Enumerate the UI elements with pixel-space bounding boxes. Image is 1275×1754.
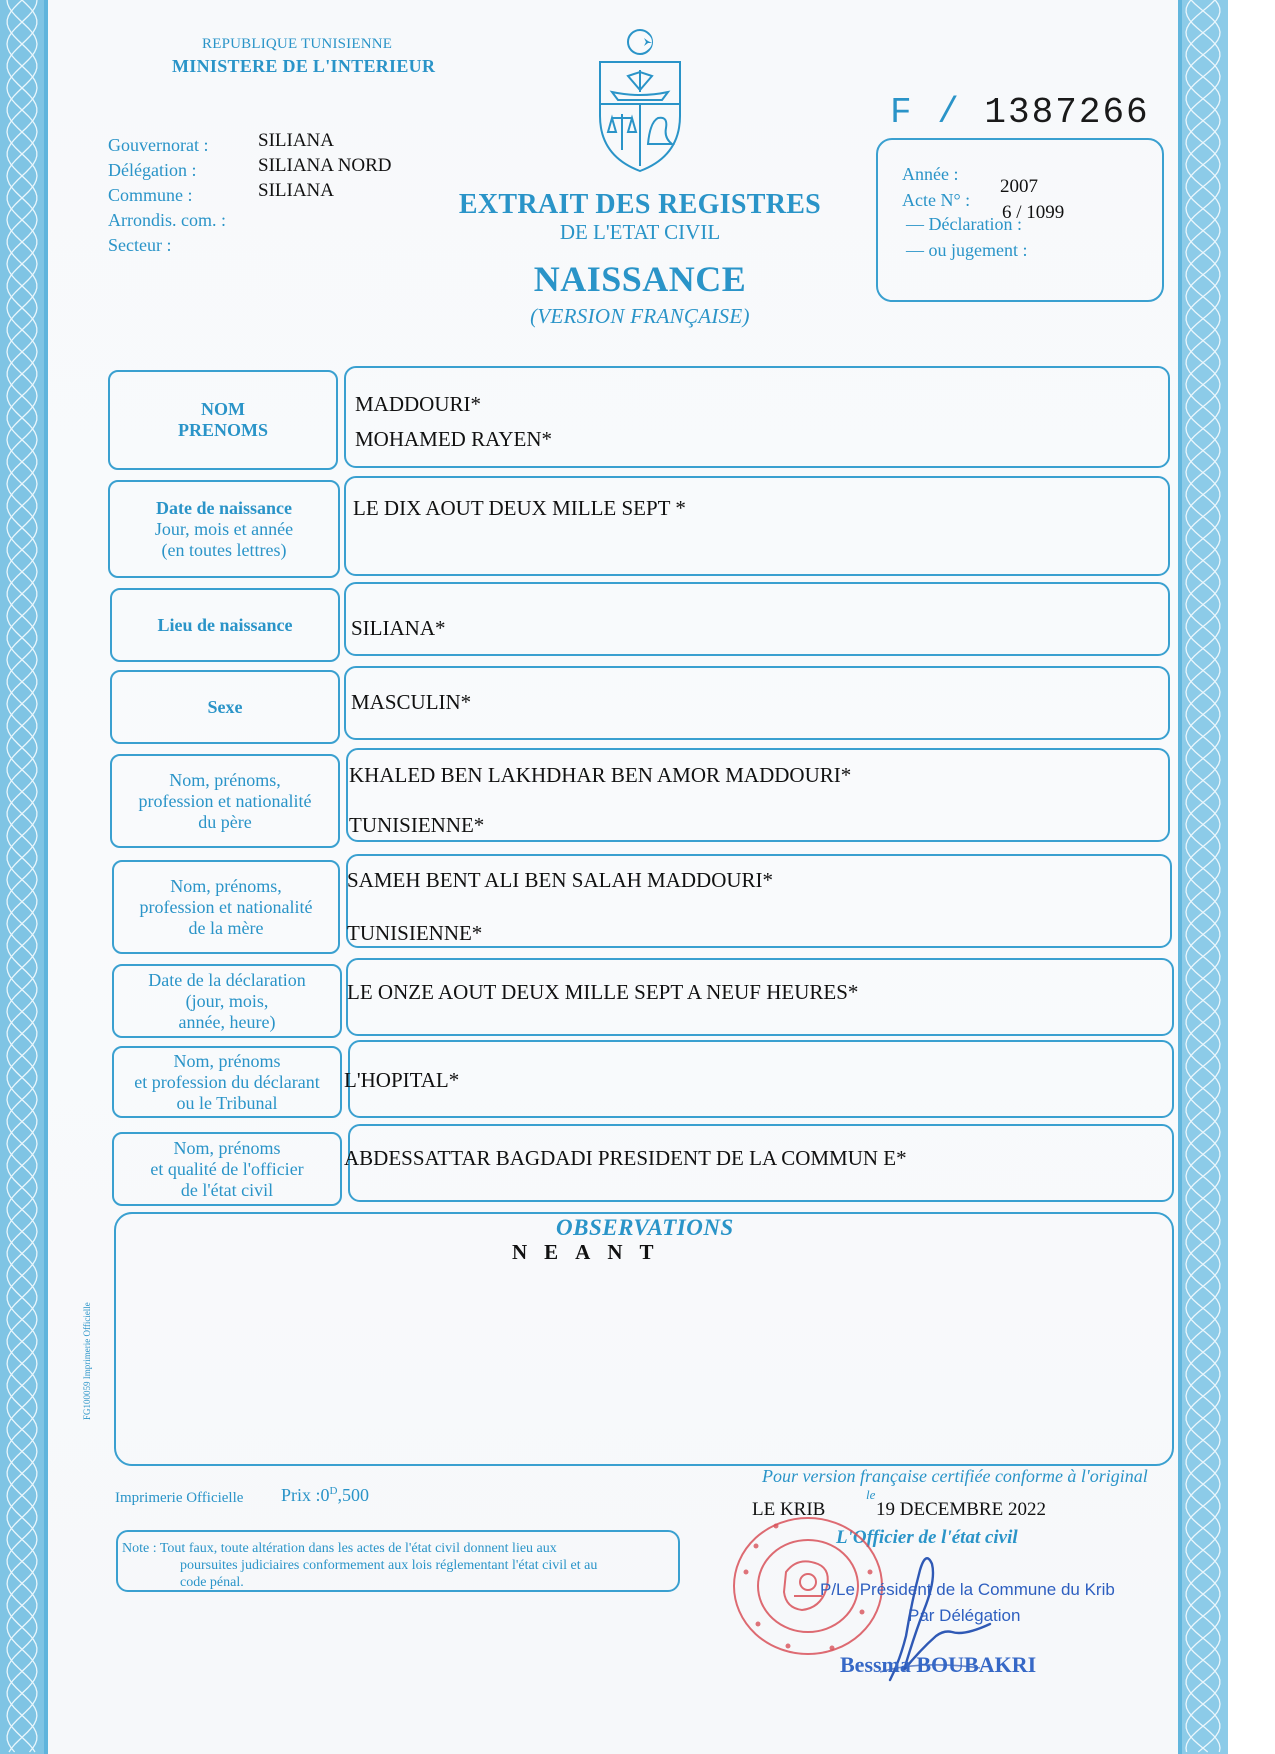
prix-label: Prix :: [281, 1485, 321, 1505]
dob-label-title: Date de naissance: [156, 497, 292, 518]
side-print-code: FG100059 Imprimerie Officielle: [82, 1302, 92, 1420]
secteur-label: Secteur :: [108, 235, 172, 255]
arrondissement-label: Arrondis. com. :: [108, 210, 226, 230]
declarant-label-cell: [112, 1046, 342, 1118]
officier-label-2: et qualité de l'officier: [150, 1158, 304, 1179]
nom-label: NOM: [201, 399, 245, 419]
stamp-line-2: Par Délégation: [908, 1606, 1021, 1625]
jugement-label: — ou jugement :: [906, 240, 1028, 260]
commune-value: SILIANA: [258, 180, 334, 201]
scan-margin: [1228, 0, 1275, 1754]
title-naissance: NAISSANCE: [533, 259, 747, 299]
decl-label-2: (jour, mois,: [185, 990, 269, 1011]
declarant-value-cell: [348, 1040, 1174, 1118]
mere-nationality-value: TUNISIENNE*: [347, 921, 483, 945]
declarant-value: L'HOPITAL*: [344, 1068, 460, 1092]
declarant-label-3: ou le Tribunal: [176, 1092, 278, 1113]
declarant-label-2: et profession du déclarant: [134, 1071, 320, 1092]
ministry-heading: MINISTERE DE L'INTERIEUR: [172, 56, 436, 76]
note-line-2: poursuites judiciaires conformement aux lois réglementant l'état civil et au: [180, 1558, 598, 1573]
lieu-value-cell: [344, 582, 1170, 656]
acte-value: 6 / 1099: [1002, 202, 1065, 223]
nom-value: MADDOURI*: [355, 392, 481, 416]
declaration-label: — Déclaration :: [906, 214, 1022, 234]
officier-label-1: Nom, prénoms: [173, 1137, 281, 1158]
right-guilloche-border: [1178, 0, 1228, 1754]
delegation-label: Délégation :: [108, 160, 197, 180]
lieu-label: Lieu de naissance: [157, 614, 293, 635]
dob-label-sub2: (en toutes lettres): [161, 539, 287, 560]
prix-value-rest: ,500: [337, 1485, 369, 1505]
mere-label-3: de la mère: [188, 917, 264, 938]
title-version: (VERSION FRANÇAISE): [530, 304, 750, 328]
note-line-1: Note : Tout faux, toute altération dans les actes de l'état civil donnent lieu aux: [122, 1541, 557, 1556]
signer-name: Bessma BOUBAKRI: [840, 1652, 1037, 1677]
issue-date: 19 DECEMBRE 2022: [876, 1499, 1046, 1520]
declarant-label-1: Nom, prénoms: [173, 1050, 281, 1071]
pere-name-value: KHALED BEN LAKHDHAR BEN AMOR MADDOURI*: [349, 763, 852, 787]
pere-label-1: Nom, prénoms,: [169, 769, 281, 790]
left-guilloche-border: [0, 0, 48, 1754]
prix-value: 0: [320, 1485, 330, 1505]
prix: [281, 1485, 369, 1506]
decl-label-1: Date de la déclaration: [148, 969, 306, 990]
pere-nationality-value: TUNISIENNE*: [349, 813, 485, 837]
officier-label-3: de l'état civil: [180, 1179, 274, 1200]
observations-title: OBSERVATIONS: [556, 1215, 734, 1240]
prix-sup: D: [329, 1485, 338, 1497]
sexe-label-cell: [110, 670, 340, 744]
observations-value: NEANT: [512, 1240, 671, 1264]
declaration-date-label-cell: [112, 964, 342, 1038]
mere-label-1: Nom, prénoms,: [170, 875, 282, 896]
officier-label-cell: [112, 1132, 342, 1206]
serial-prefix: F /: [890, 92, 961, 133]
pere-label-2: profession et nationalité: [138, 790, 312, 811]
lieu-value: SILIANA*: [351, 616, 446, 640]
certification-text: Pour version française certifiée conforme à l'original: [762, 1466, 1148, 1486]
pere-label-3: du père: [198, 811, 252, 832]
prenoms-label: PRENOMS: [178, 420, 268, 440]
mere-label-cell: [112, 860, 340, 954]
prenoms-value: MOHAMED RAYEN*: [355, 427, 552, 451]
stamp-line-1: P/Le Président de la Commune du Krib: [820, 1580, 1115, 1599]
gouvernorat-value: SILIANA: [258, 130, 334, 151]
republic-heading: REPUBLIQUE TUNISIENNE: [202, 36, 393, 52]
annee-label: Année :: [902, 164, 959, 184]
imprimerie-label: Imprimerie Officielle: [115, 1490, 244, 1506]
pere-label-cell: [110, 754, 340, 848]
dob-value: LE DIX AOUT DEUX MILLE SEPT *: [353, 496, 686, 520]
note-line-3: code pénal.: [180, 1575, 244, 1590]
serial-value: 1387266: [984, 92, 1150, 133]
nom-prenoms-value-cell: [344, 366, 1170, 468]
commune-label: Commune :: [108, 185, 193, 205]
gouvernorat-label: Gouvernorat :: [108, 135, 209, 155]
officier-value: ABDESSATTAR BAGDADI PRESIDENT DE LA COMMUN E*: [344, 1146, 907, 1170]
serial-number: [890, 92, 1150, 133]
sexe-label: Sexe: [207, 696, 243, 717]
legal-note: [122, 1540, 682, 1591]
dob-label-sub1: Jour, mois et année: [154, 518, 294, 539]
acte-label: Acte N° :: [902, 190, 971, 210]
declaration-date-value: LE ONZE AOUT DEUX MILLE SEPT A NEUF HEURES*: [347, 980, 859, 1004]
mere-label-2: profession et nationalité: [139, 896, 313, 917]
delegation-value: SILIANA NORD: [258, 155, 392, 176]
annee-value: 2007: [1000, 176, 1038, 197]
title-extrait: EXTRAIT DES REGISTRES: [458, 189, 822, 220]
issue-place: LE KRIB: [752, 1499, 826, 1520]
sexe-value: MASCULIN*: [351, 690, 472, 714]
coat-of-arms-icon: [590, 26, 690, 176]
mere-name-value: SAMEH BENT ALI BEN SALAH MADDOURI*: [347, 868, 774, 892]
decl-label-3: année, heure): [178, 1011, 276, 1032]
lieu-label-cell: [110, 588, 340, 662]
officer-title: L'Officier de l'état civil: [836, 1527, 1018, 1548]
dob-value-cell: [344, 476, 1170, 576]
nom-prenoms-label-cell: [108, 370, 338, 470]
dob-label-cell: [108, 480, 340, 578]
title-etat-civil: DE L'ETAT CIVIL: [559, 220, 721, 244]
issue-le: le: [866, 1487, 876, 1502]
